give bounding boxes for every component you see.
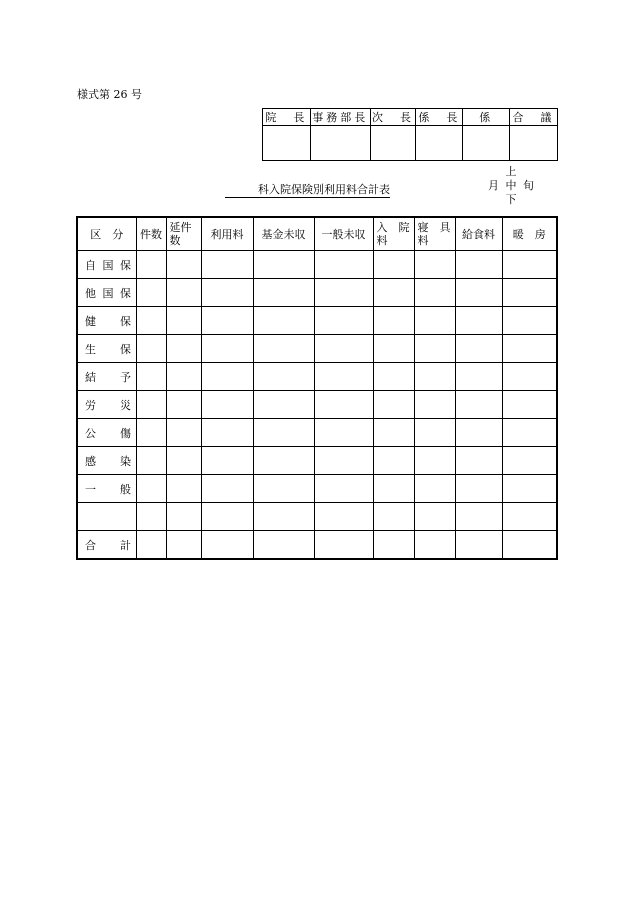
column-header-general-unpaid: 一般未収 <box>314 217 373 251</box>
total-row <box>77 531 557 560</box>
entry-cell[interactable] <box>253 447 314 475</box>
entry-cell[interactable] <box>414 447 455 475</box>
row-label <box>77 335 136 363</box>
entry-cell[interactable] <box>314 475 373 503</box>
entry-cell[interactable] <box>414 419 455 447</box>
entry-cell[interactable] <box>373 307 414 335</box>
table-row <box>77 335 557 363</box>
entry-cell[interactable] <box>166 419 201 447</box>
column-header-usage-fee: 利用料 <box>201 217 253 251</box>
stamp-box[interactable] <box>310 126 370 161</box>
entry-cell[interactable] <box>166 335 201 363</box>
row-label <box>77 279 136 307</box>
stamp-box[interactable] <box>370 126 416 161</box>
entry-cell[interactable] <box>455 419 502 447</box>
entry-cell[interactable] <box>373 279 414 307</box>
entry-cell[interactable] <box>166 251 201 279</box>
stamp-box[interactable] <box>510 126 558 161</box>
entry-cell[interactable] <box>502 335 557 363</box>
row-label <box>77 475 136 503</box>
entry-cell[interactable] <box>502 531 557 560</box>
entry-cell[interactable] <box>502 279 557 307</box>
entry-cell[interactable] <box>166 307 201 335</box>
column-header-count: 件数 <box>136 217 166 251</box>
entry-cell[interactable] <box>502 503 557 531</box>
entry-cell[interactable] <box>136 391 166 419</box>
row-label <box>77 531 136 560</box>
entry-cell[interactable] <box>455 531 502 560</box>
entry-cell[interactable] <box>201 447 253 475</box>
entry-cell[interactable] <box>314 279 373 307</box>
entry-cell[interactable] <box>373 251 414 279</box>
entry-cell[interactable] <box>201 279 253 307</box>
entry-cell[interactable] <box>166 279 201 307</box>
entry-cell[interactable] <box>253 307 314 335</box>
entry-cell[interactable] <box>314 531 373 560</box>
entry-cell[interactable] <box>502 447 557 475</box>
entry-cell[interactable] <box>136 279 166 307</box>
entry-cell[interactable] <box>414 363 455 391</box>
entry-cell[interactable] <box>455 307 502 335</box>
entry-cell[interactable] <box>314 307 373 335</box>
entry-cell[interactable] <box>253 391 314 419</box>
entry-cell[interactable] <box>314 251 373 279</box>
entry-cell[interactable] <box>502 363 557 391</box>
document-title: 科入院保険別利用料合計表 <box>225 183 390 198</box>
table-row <box>77 391 557 419</box>
entry-cell[interactable] <box>136 335 166 363</box>
entry-cell[interactable] <box>455 503 502 531</box>
entry-cell[interactable] <box>166 391 201 419</box>
row-label-text: 生 保 <box>85 342 131 356</box>
entry-cell[interactable] <box>373 391 414 419</box>
table-row <box>77 475 557 503</box>
entry-cell[interactable] <box>136 447 166 475</box>
entry-cell[interactable] <box>166 531 201 560</box>
row-label <box>77 447 136 475</box>
entry-cell[interactable] <box>373 335 414 363</box>
row-label-text: 自国保 <box>85 258 131 272</box>
entry-cell[interactable] <box>414 531 455 560</box>
entry-cell[interactable] <box>166 475 201 503</box>
entry-cell[interactable] <box>455 363 502 391</box>
column-header-total-count: 延件数 <box>166 217 201 251</box>
entry-cell[interactable] <box>455 391 502 419</box>
period-suffix-label: 旬 <box>523 179 534 192</box>
entry-cell[interactable] <box>314 503 373 531</box>
entry-cell[interactable] <box>502 307 557 335</box>
entry-cell[interactable] <box>136 419 166 447</box>
column-header-bedding-fee: 寝 具料 <box>414 217 455 251</box>
entry-cell[interactable] <box>136 475 166 503</box>
entry-cell[interactable] <box>253 419 314 447</box>
entry-cell[interactable] <box>373 531 414 560</box>
entry-cell[interactable] <box>414 503 455 531</box>
entry-cell[interactable] <box>253 363 314 391</box>
entry-cell[interactable] <box>201 391 253 419</box>
column-header-heating: 暖 房 <box>502 217 557 251</box>
entry-cell[interactable] <box>136 251 166 279</box>
approval-stamp-table <box>262 108 558 161</box>
row-label <box>77 391 136 419</box>
row-label <box>77 251 136 279</box>
entry-cell[interactable] <box>414 307 455 335</box>
table-row <box>77 307 557 335</box>
entry-cell[interactable] <box>314 391 373 419</box>
entry-cell[interactable] <box>373 475 414 503</box>
entry-cell[interactable] <box>166 503 201 531</box>
entry-cell[interactable] <box>136 307 166 335</box>
approval-header-staff: 係 <box>463 109 510 126</box>
form-number: 様式第 26 号 <box>77 88 142 101</box>
entry-cell[interactable] <box>253 335 314 363</box>
column-header-admission-fee: 入 院料 <box>373 217 414 251</box>
entry-cell[interactable] <box>136 363 166 391</box>
approval-header-consultation: 合 議 <box>510 109 558 126</box>
row-label-text: 一 般 <box>85 482 131 496</box>
entry-cell[interactable] <box>201 363 253 391</box>
table-row <box>77 279 557 307</box>
entry-cell[interactable] <box>373 447 414 475</box>
entry-cell[interactable] <box>314 363 373 391</box>
entry-cell[interactable] <box>314 419 373 447</box>
table-row <box>77 447 557 475</box>
entry-cell[interactable] <box>414 251 455 279</box>
entry-cell[interactable] <box>455 475 502 503</box>
stamp-box[interactable] <box>263 126 311 161</box>
entry-cell[interactable] <box>166 447 201 475</box>
row-label-text: 感 染 <box>85 454 131 468</box>
row-label <box>77 307 136 335</box>
entry-cell[interactable] <box>373 503 414 531</box>
entry-cell[interactable] <box>502 391 557 419</box>
entry-cell[interactable] <box>314 335 373 363</box>
entry-cell[interactable] <box>414 279 455 307</box>
entry-cell[interactable] <box>414 335 455 363</box>
entry-cell[interactable] <box>201 251 253 279</box>
entry-cell[interactable] <box>414 475 455 503</box>
entry-cell[interactable] <box>253 503 314 531</box>
entry-cell[interactable] <box>201 419 253 447</box>
entry-cell[interactable] <box>253 475 314 503</box>
entry-cell[interactable] <box>502 475 557 503</box>
entry-cell[interactable] <box>201 531 253 560</box>
row-label-text: 合 計 <box>85 538 131 552</box>
column-header-meal-fee: 給食料 <box>455 217 502 251</box>
entry-cell[interactable] <box>201 475 253 503</box>
table-row <box>77 419 557 447</box>
approval-header-director: 院 長 <box>263 109 311 126</box>
period-tier-upper: 上 <box>505 165 517 178</box>
row-label-text: 公 傷 <box>85 426 131 440</box>
stamp-box[interactable] <box>463 126 510 161</box>
entry-cell[interactable] <box>136 503 166 531</box>
row-label-text: 健 保 <box>85 314 131 328</box>
period-month-label: 月 <box>488 179 499 192</box>
usage-fee-table <box>76 216 558 560</box>
entry-cell[interactable] <box>502 419 557 447</box>
period-tier-middle: 中 <box>505 179 517 192</box>
row-label <box>77 363 136 391</box>
entry-cell[interactable] <box>166 363 201 391</box>
table-row <box>77 503 557 531</box>
approval-header-admin-manager: 事務部長 <box>310 109 370 126</box>
row-label <box>77 419 136 447</box>
row-label-text: 他国保 <box>85 286 131 300</box>
entry-cell[interactable] <box>502 251 557 279</box>
entry-cell[interactable] <box>455 447 502 475</box>
entry-cell[interactable] <box>455 279 502 307</box>
entry-cell[interactable] <box>136 531 166 560</box>
approval-header-section-chief: 係 長 <box>416 109 463 126</box>
column-header-fund-unpaid: 基金未収 <box>253 217 314 251</box>
row-label-text: 労 災 <box>85 398 131 412</box>
row-label <box>77 503 136 531</box>
entry-cell[interactable] <box>455 335 502 363</box>
table-row <box>77 363 557 391</box>
table-row <box>77 251 557 279</box>
row-label-text: 結 予 <box>85 370 131 384</box>
entry-cell[interactable] <box>253 279 314 307</box>
column-header-category: 区 分 <box>77 217 136 251</box>
entry-cell[interactable] <box>253 251 314 279</box>
entry-cell[interactable] <box>201 335 253 363</box>
entry-cell[interactable] <box>373 363 414 391</box>
approval-header-deputy: 次 長 <box>370 109 416 126</box>
period-selector <box>488 165 534 207</box>
entry-cell[interactable] <box>201 307 253 335</box>
entry-cell[interactable] <box>314 447 373 475</box>
entry-cell[interactable] <box>455 251 502 279</box>
entry-cell[interactable] <box>373 419 414 447</box>
entry-cell[interactable] <box>414 391 455 419</box>
period-tier-lower: 下 <box>505 193 517 206</box>
entry-cell[interactable] <box>201 503 253 531</box>
stamp-box[interactable] <box>416 126 463 161</box>
entry-cell[interactable] <box>253 531 314 560</box>
